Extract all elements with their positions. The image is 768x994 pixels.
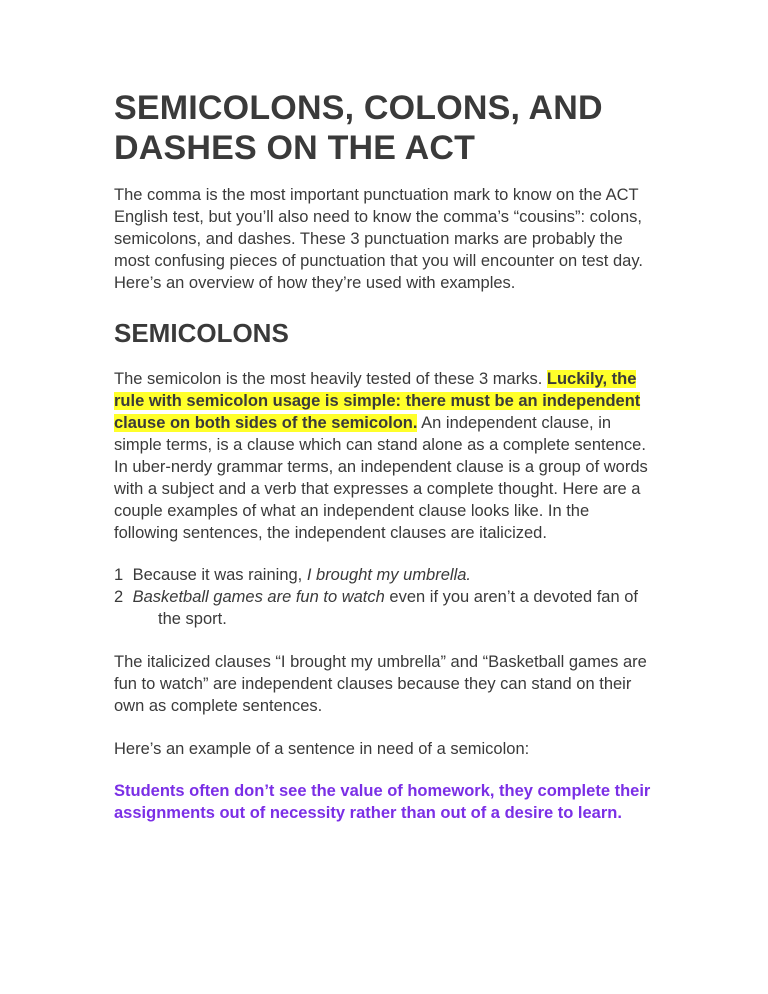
intro-paragraph: The comma is the most important punctuation mark to know on the ACT English test, but you’ll also need to know the comma’s “cousins”: colons, semicolons, and dashes. These 3 punctuation marks are probably the most confusing pieces of punctuation that you will encounter on test day. Here’s an overview of how they’re used with examples. (114, 186, 643, 292)
page-title: SEMICOLONS, COLONS, AND DASHES ON THE ACT (114, 89, 603, 167)
document-page (114, 88, 654, 824)
semicolon-rule-paragraph (114, 368, 654, 544)
rule-lead-text: The semicolon is the most heavily tested of these 3 marks. (114, 370, 547, 388)
list-item (114, 564, 654, 586)
rule-rest-text: An independent clause, in simple terms, is a clause which can stand alone as a complete sentence. In uber-nerdy grammar terms, an independent clause is a group of words with a subject and a verb that expresses a complete thought. Here are a couple examples of what an independent clause looks like. In the following sentences, the independent clauses are italicized. (114, 414, 648, 542)
example-list (114, 564, 654, 630)
independent-clause: I brought my umbrella. (306, 566, 471, 584)
example-sentence: Students often don’t see the value of homework, they complete their assignments out of necessity rather than out of a desire to learn. (114, 782, 651, 822)
independent-clause: Basketball games are fun to watch (132, 588, 385, 606)
section-heading: SEMICOLONS (114, 318, 289, 348)
explanation-paragraph: The italicized clauses “I brought my umbrella” and “Basketball games are fun to watch” are independent clauses because they can stand on their own as complete sentences. (114, 653, 647, 715)
list-item-number: 1 (114, 566, 124, 584)
list-item-text: even if you aren’t a devoted fan of the sport. (158, 588, 638, 628)
example-intro: Here’s an example of a sentence in need of a semicolon: (114, 740, 530, 758)
list-item-number: 2 (114, 588, 124, 606)
rule-highlight: Luckily, the rule with semicolon usage is simple: there must be an independent clause on both sides of the semicolon. (114, 370, 641, 432)
list-item (114, 586, 654, 630)
list-item-text: Because it was raining, (128, 566, 307, 584)
